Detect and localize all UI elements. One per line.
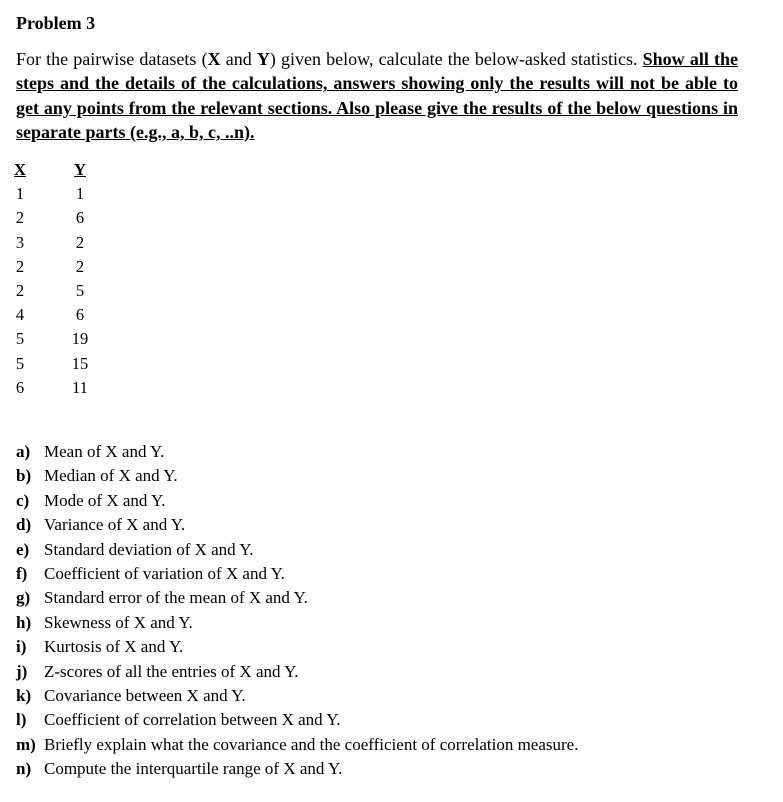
question-label: b): [16, 466, 32, 486]
x-value: 5: [15, 329, 25, 349]
intro-text-1: For the pairwise datasets (: [16, 49, 208, 69]
question-text: Standard error of the mean of X and Y.: [44, 588, 308, 608]
question-text: Briefly explain what the covariance and the coefficient of correlation measure.: [44, 734, 579, 754]
y-column-header: Y: [74, 160, 86, 179]
question-label: a): [16, 442, 31, 461]
y-value: 5: [75, 281, 85, 301]
y-column: [68, 158, 92, 400]
question-label: f): [16, 563, 28, 583]
y-value: 6: [75, 305, 85, 325]
x-value: 4: [15, 305, 25, 325]
x-value: 5: [15, 353, 25, 373]
x-value: 1: [15, 184, 25, 204]
question-text: Skewness of X and Y.: [44, 612, 193, 632]
question-label: l): [16, 710, 27, 730]
question-label: n): [16, 759, 32, 779]
problem-title: Problem 3: [16, 13, 96, 33]
intro-text-3: ) given below, calculate the below-asked statistics.: [269, 49, 643, 69]
question-label: i): [16, 637, 27, 657]
x-column-header: X: [14, 160, 26, 179]
question-text: Standard deviation of X and Y.: [44, 539, 254, 559]
question-label: m): [16, 734, 36, 754]
question-text: Coefficient of variation of X and Y.: [44, 563, 285, 583]
question-text: Z-scores of all the entries of X and Y.: [44, 661, 299, 681]
x-value: 2: [15, 208, 25, 228]
question-text: Mean of X and Y.: [44, 442, 165, 461]
intro-emphasis: Show all the steps and the details of the calculations, answers showing only the results will not be able to get any points from the relevant sections. Also please give the results of the below questions in separate parts (e.g., a, b, c, ..n).: [16, 49, 738, 142]
y-value: 11: [72, 377, 88, 397]
y-value: 2: [75, 256, 85, 276]
question-label: h): [16, 612, 32, 632]
y-value: 6: [75, 208, 85, 228]
x-column: [12, 158, 28, 400]
y-value: 2: [75, 232, 85, 252]
y-value: 1: [75, 184, 85, 204]
question-text: Variance of X and Y.: [44, 515, 186, 535]
intro-text-2: and: [220, 49, 257, 69]
intro-y-label: Y: [256, 49, 270, 69]
question-text: Coefficient of correlation between X and Y.: [44, 710, 341, 730]
question-label: d): [16, 515, 32, 535]
x-value: 3: [15, 232, 25, 252]
question-label: j): [16, 661, 28, 681]
question-text: Covariance between X and Y.: [44, 685, 246, 705]
x-value: 2: [15, 281, 25, 301]
y-value: 15: [71, 353, 89, 373]
question-label: e): [16, 539, 30, 559]
question-text: Median of X and Y.: [44, 466, 178, 486]
x-value: 2: [15, 256, 25, 276]
problem-instructions: [16, 47, 738, 144]
y-value: 19: [71, 329, 89, 349]
question-label: k): [16, 685, 32, 705]
question-label: g): [16, 588, 31, 608]
question-text: Mode of X and Y.: [44, 490, 166, 510]
x-value: 6: [15, 377, 25, 397]
question-label: c): [16, 490, 30, 510]
intro-x-label: X: [207, 49, 221, 69]
question-text: Kurtosis of X and Y.: [44, 637, 184, 657]
question-text: Compute the interquartile range of X and Y.: [44, 759, 343, 779]
